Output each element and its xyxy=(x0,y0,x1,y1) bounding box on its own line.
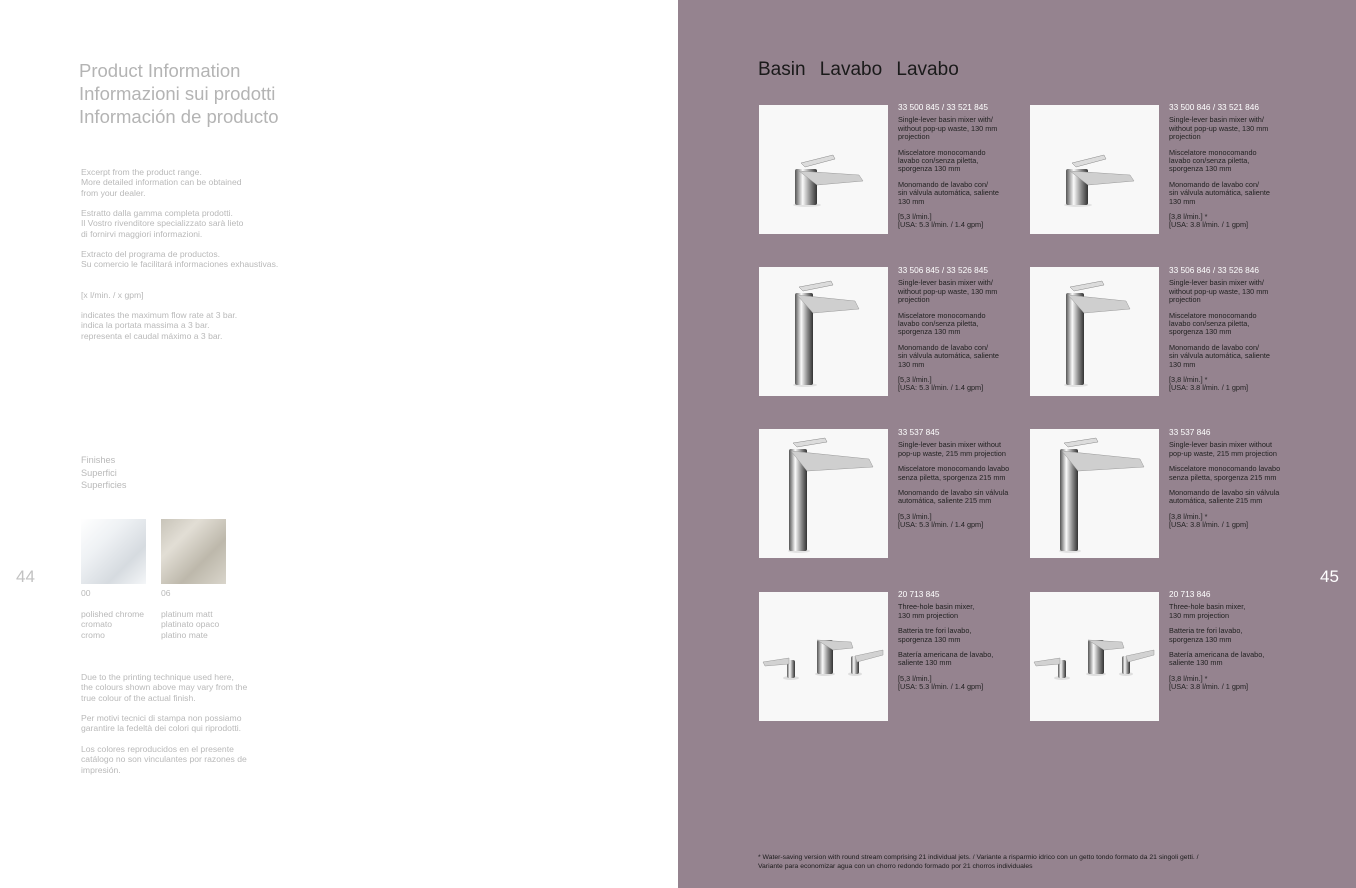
text-line: sin válvula automática, saliente xyxy=(898,188,999,198)
finishes-heading xyxy=(81,454,126,492)
product-code: 33 500 845 / 33 521 845 xyxy=(898,102,988,112)
description-en xyxy=(1169,279,1287,304)
text-line: saliente 130 mm xyxy=(1169,658,1223,668)
faucet-icon xyxy=(759,429,888,558)
text-line: representa el caudal máximo a 3 bar. xyxy=(81,330,223,341)
text-line: sin válvula automática, saliente xyxy=(1169,188,1270,198)
flow-description xyxy=(81,310,237,341)
text-line: Superficies xyxy=(81,480,127,491)
text-line: [3,8 l/min.] * xyxy=(1169,511,1208,521)
flow-rate xyxy=(898,675,1016,692)
text-line: true colour of the actual finish. xyxy=(81,692,196,703)
text-line: Finishes xyxy=(81,455,116,465)
flow-rate xyxy=(1169,376,1287,393)
text-line: [5,3 l/min.] xyxy=(898,511,932,521)
text-line: [5,3 l/min.] xyxy=(898,375,932,385)
text-line: [USA: 3.8 l/min. / 1 gpm] xyxy=(1169,682,1249,692)
text-line: Single-lever basin mixer with/ xyxy=(898,115,993,125)
text-line: 130 mm projection xyxy=(1169,610,1230,620)
text-line: * Water-saving version with round stream comprising 21 individual jets. / Variante a risparmio idrico con un getto tondo formato da 21 singoli getti. / xyxy=(758,854,1199,861)
product-code: 33 537 845 xyxy=(898,427,940,437)
text-line: [USA: 5.3 l/min. / 1.4 gpm] xyxy=(898,220,984,230)
text-line: [USA: 3.8 l/min. / 1 gpm] xyxy=(1169,520,1249,530)
product-info-1 xyxy=(898,103,1016,230)
product-code: 33 506 845 / 33 526 845 xyxy=(898,265,988,275)
product-image-long-spout-faucet xyxy=(1030,429,1159,558)
text-line: Due to the printing technique used here, xyxy=(81,672,234,682)
description-es xyxy=(898,344,1016,369)
product-code: 33 500 846 / 33 521 846 xyxy=(1169,102,1259,112)
product-info-3 xyxy=(898,266,1016,393)
description-en xyxy=(1169,116,1287,141)
text-line: sporgenza 130 mm xyxy=(898,634,961,644)
text-line: sporgenza 130 mm xyxy=(1169,164,1232,174)
text-line: More detailed information can be obtained xyxy=(81,177,242,188)
flow-rate xyxy=(898,213,1016,230)
page-number-right: 45 xyxy=(1320,567,1339,586)
product-image-high-faucet xyxy=(1030,267,1159,396)
product-info-4 xyxy=(1169,266,1287,393)
finish-name-matt xyxy=(161,609,219,640)
text-line: sporgenza 130 mm xyxy=(898,164,961,174)
description-es xyxy=(898,181,1016,206)
text-line: lavabo con/senza piletta, xyxy=(898,319,979,329)
description-es xyxy=(1169,651,1287,668)
flow-rate xyxy=(1169,675,1287,692)
text-line: [USA: 3.8 l/min. / 1 gpm] xyxy=(1169,383,1249,393)
faucet-icon xyxy=(759,105,888,234)
product-info-6 xyxy=(1169,428,1287,530)
text-line: Monomando de lavabo con/ xyxy=(898,342,989,352)
text-line: Single-lever basin mixer with/ xyxy=(1169,115,1264,125)
text-line: lavabo con/senza piletta, xyxy=(898,156,979,166)
description-en xyxy=(1169,441,1287,458)
text-line: from your dealer. xyxy=(81,187,146,198)
text-line: garantire la fedeltà dei colori qui riprodotti. xyxy=(81,723,242,734)
text-line: [3,8 l/min.] * xyxy=(1169,375,1208,385)
text-line: Excerpt from the product range. xyxy=(81,167,202,177)
intro-it xyxy=(81,208,243,239)
text-line: Batteria tre fori lavabo, xyxy=(1169,626,1243,636)
page-heading xyxy=(79,59,279,128)
description-es xyxy=(1169,344,1287,369)
text-line: Single-lever basin mixer without xyxy=(898,440,1002,450)
text-line: without pop-up waste, 130 mm xyxy=(898,286,998,296)
description-it xyxy=(898,627,1016,644)
text-line: Single-lever basin mixer with/ xyxy=(898,278,993,288)
faucet-icon xyxy=(759,267,888,396)
text-line: Il Vostro rivenditore specializzato sarà lieto xyxy=(81,218,244,229)
text-line: Miscelatore monocomando lavabo xyxy=(1169,464,1281,474)
heading-es: Información de producto xyxy=(79,106,279,127)
product-code: 33 506 846 / 33 526 846 xyxy=(1169,265,1259,275)
flow-label xyxy=(81,290,144,300)
description-it xyxy=(1169,465,1287,482)
product-code: 33 537 846 xyxy=(1169,427,1211,437)
description-en xyxy=(898,116,1016,141)
finish-name-chrome xyxy=(81,609,144,640)
text-line: projection xyxy=(898,132,930,142)
finish-swatch-polished-chrome xyxy=(81,519,146,584)
text-line: Three-hole basin mixer, xyxy=(1169,602,1246,612)
product-image-tall-faucet xyxy=(759,105,888,234)
text-line: 130 mm xyxy=(898,196,925,206)
text-line: Single-lever basin mixer without xyxy=(1169,440,1273,450)
description-es xyxy=(1169,181,1287,206)
text-line: Monomando de lavabo con/ xyxy=(898,179,989,189)
text-line: cromo xyxy=(81,629,105,640)
faucet-icon xyxy=(1030,429,1159,558)
faucet-icon xyxy=(1030,267,1159,396)
text-line: di fornirvi maggiori informazioni. xyxy=(81,228,203,239)
text-line: sin válvula automática, saliente xyxy=(1169,351,1270,361)
description-it xyxy=(898,312,1016,337)
text-line: platinato opaco xyxy=(161,619,220,630)
text-line: Single-lever basin mixer with/ xyxy=(1169,278,1264,288)
text-line: Monomando de lavabo sin válvula xyxy=(1169,488,1280,498)
disclaimer-en xyxy=(81,672,247,703)
finish-swatch-platinum-matt xyxy=(161,519,226,584)
text-line: Per motivi tecnici di stampa non possiamo xyxy=(81,713,242,723)
text-line: projection xyxy=(1169,295,1201,305)
text-line: the colours shown above may vary from the xyxy=(81,682,248,693)
description-it xyxy=(1169,312,1287,337)
description-en xyxy=(1169,603,1287,620)
text-line: Monomando de lavabo sin válvula xyxy=(898,488,1009,498)
description-en xyxy=(898,603,1016,620)
text-line: polished chrome xyxy=(81,609,145,619)
text-line: lavabo con/senza piletta, xyxy=(1169,156,1250,166)
faucet-icon xyxy=(1030,105,1159,234)
description-it xyxy=(1169,627,1287,644)
text-line: platinum matt xyxy=(161,609,213,619)
text-line: Miscelatore monocomando lavabo xyxy=(898,464,1010,474)
text-line: without pop-up waste, 130 mm xyxy=(1169,123,1269,133)
text-line: [5,3 l/min.] xyxy=(898,673,932,683)
intro-es xyxy=(81,249,278,270)
flow-rate xyxy=(898,513,1016,530)
text-line: [5,3 l/min.] xyxy=(898,212,932,222)
text-line: automática, saliente 215 mm xyxy=(1169,496,1263,506)
product-info-8 xyxy=(1169,590,1287,692)
text-line: without pop-up waste, 130 mm xyxy=(1169,286,1269,296)
text-line: Miscelatore monocomando xyxy=(1169,147,1257,157)
text-line: sin válvula automática, saliente xyxy=(898,351,999,361)
text-line: Miscelatore monocomando xyxy=(898,310,986,320)
text-line: lavabo con/senza piletta, xyxy=(1169,319,1250,329)
text-line: Batería americana de lavabo, xyxy=(898,650,994,660)
text-line: pop-up waste, 215 mm projection xyxy=(1169,448,1277,458)
flow-rate xyxy=(1169,213,1287,230)
text-line: 130 mm xyxy=(1169,196,1196,206)
product-info-2 xyxy=(1169,103,1287,230)
product-code: 20 713 845 xyxy=(898,589,940,599)
text-line: Batteria tre fori lavabo, xyxy=(898,626,972,636)
text-line: 130 mm xyxy=(1169,359,1196,369)
text-line: projection xyxy=(1169,132,1201,142)
text-line: 130 mm xyxy=(898,359,925,369)
disclaimer-es xyxy=(81,744,247,775)
text-line: Batería americana de lavabo, xyxy=(1169,650,1265,660)
text-line: automática, saliente 215 mm xyxy=(898,496,992,506)
finish-code: 06 xyxy=(161,588,171,598)
heading-en: Product Information xyxy=(79,60,241,81)
footnote xyxy=(758,854,1199,871)
text-line: sporgenza 130 mm xyxy=(898,327,961,337)
flow-rate xyxy=(898,376,1016,393)
text-line: Estratto dalla gamma completa prodotti. xyxy=(81,208,233,218)
disclaimer-it xyxy=(81,713,242,734)
text-line: Miscelatore monocomando xyxy=(1169,310,1257,320)
text-line: catálogo no son vinculantes por razones de xyxy=(81,754,247,765)
text-line: Monomando de lavabo con/ xyxy=(1169,179,1260,189)
text-line: [3,8 l/min.] * xyxy=(1169,673,1208,683)
text-line: [x l/min. / x gpm] xyxy=(81,290,144,300)
text-line: impresión. xyxy=(81,764,121,775)
finish-code: 00 xyxy=(81,588,91,598)
product-image-tall-faucet xyxy=(1030,105,1159,234)
description-en xyxy=(898,279,1016,304)
text-line: without pop-up waste, 130 mm xyxy=(898,123,998,133)
text-line: Variante para economizar agua con un chorro redondo formado por 21 chorros individuales xyxy=(758,862,1033,870)
product-image-long-spout-faucet xyxy=(759,429,888,558)
text-line: [USA: 3.8 l/min. / 1 gpm] xyxy=(1169,220,1249,230)
text-line: indicates the maximum flow rate at 3 bar. xyxy=(81,310,238,320)
description-it xyxy=(1169,149,1287,174)
product-code: 20 713 846 xyxy=(1169,589,1211,599)
section-title: Basin Lavabo Lavabo xyxy=(758,59,959,80)
product-image-three-hole-mixer xyxy=(759,592,888,721)
description-en xyxy=(898,441,1016,458)
text-line: pop-up waste, 215 mm projection xyxy=(898,448,1006,458)
text-line: saliente 130 mm xyxy=(898,658,952,668)
text-line: indica la portata massima a 3 bar. xyxy=(81,320,210,331)
text-line: Su comercio le facilitará informaciones exhaustivas. xyxy=(81,259,279,270)
text-line: sporgenza 130 mm xyxy=(1169,634,1232,644)
text-line: cromato xyxy=(81,619,113,630)
product-image-high-faucet xyxy=(759,267,888,396)
product-info-5 xyxy=(898,428,1016,530)
flow-rate xyxy=(1169,513,1287,530)
description-it xyxy=(898,465,1016,482)
product-info-7 xyxy=(898,590,1016,692)
description-es xyxy=(898,489,1016,506)
description-es xyxy=(898,651,1016,668)
text-line: platino mate xyxy=(161,629,208,640)
text-line: [USA: 5.3 l/min. / 1.4 gpm] xyxy=(898,520,984,530)
text-line: [USA: 5.3 l/min. / 1.4 gpm] xyxy=(898,383,984,393)
faucet-icon xyxy=(1030,592,1159,721)
faucet-icon xyxy=(759,592,888,721)
text-line: Miscelatore monocomando xyxy=(898,147,986,157)
text-line: senza piletta, sporgenza 215 mm xyxy=(898,472,1006,482)
heading-it: Informazioni sui prodotti xyxy=(79,83,276,104)
text-line: 130 mm projection xyxy=(898,610,959,620)
page-number-left: 44 xyxy=(16,567,35,586)
text-line: Superfici xyxy=(81,467,117,478)
product-image-three-hole-mixer xyxy=(1030,592,1159,721)
intro-en xyxy=(81,167,242,198)
text-line: projection xyxy=(898,295,930,305)
text-line: [USA: 5.3 l/min. / 1.4 gpm] xyxy=(898,682,984,692)
text-line: [3,8 l/min.] * xyxy=(1169,212,1208,222)
text-line: Los colores reproducidos en el presente xyxy=(81,744,234,754)
text-line: Three-hole basin mixer, xyxy=(898,602,975,612)
text-line: Monomando de lavabo con/ xyxy=(1169,342,1260,352)
description-it xyxy=(898,149,1016,174)
text-line: senza piletta, sporgenza 215 mm xyxy=(1169,472,1277,482)
description-es xyxy=(1169,489,1287,506)
text-line: Extracto del programa de productos. xyxy=(81,249,221,259)
text-line: sporgenza 130 mm xyxy=(1169,327,1232,337)
